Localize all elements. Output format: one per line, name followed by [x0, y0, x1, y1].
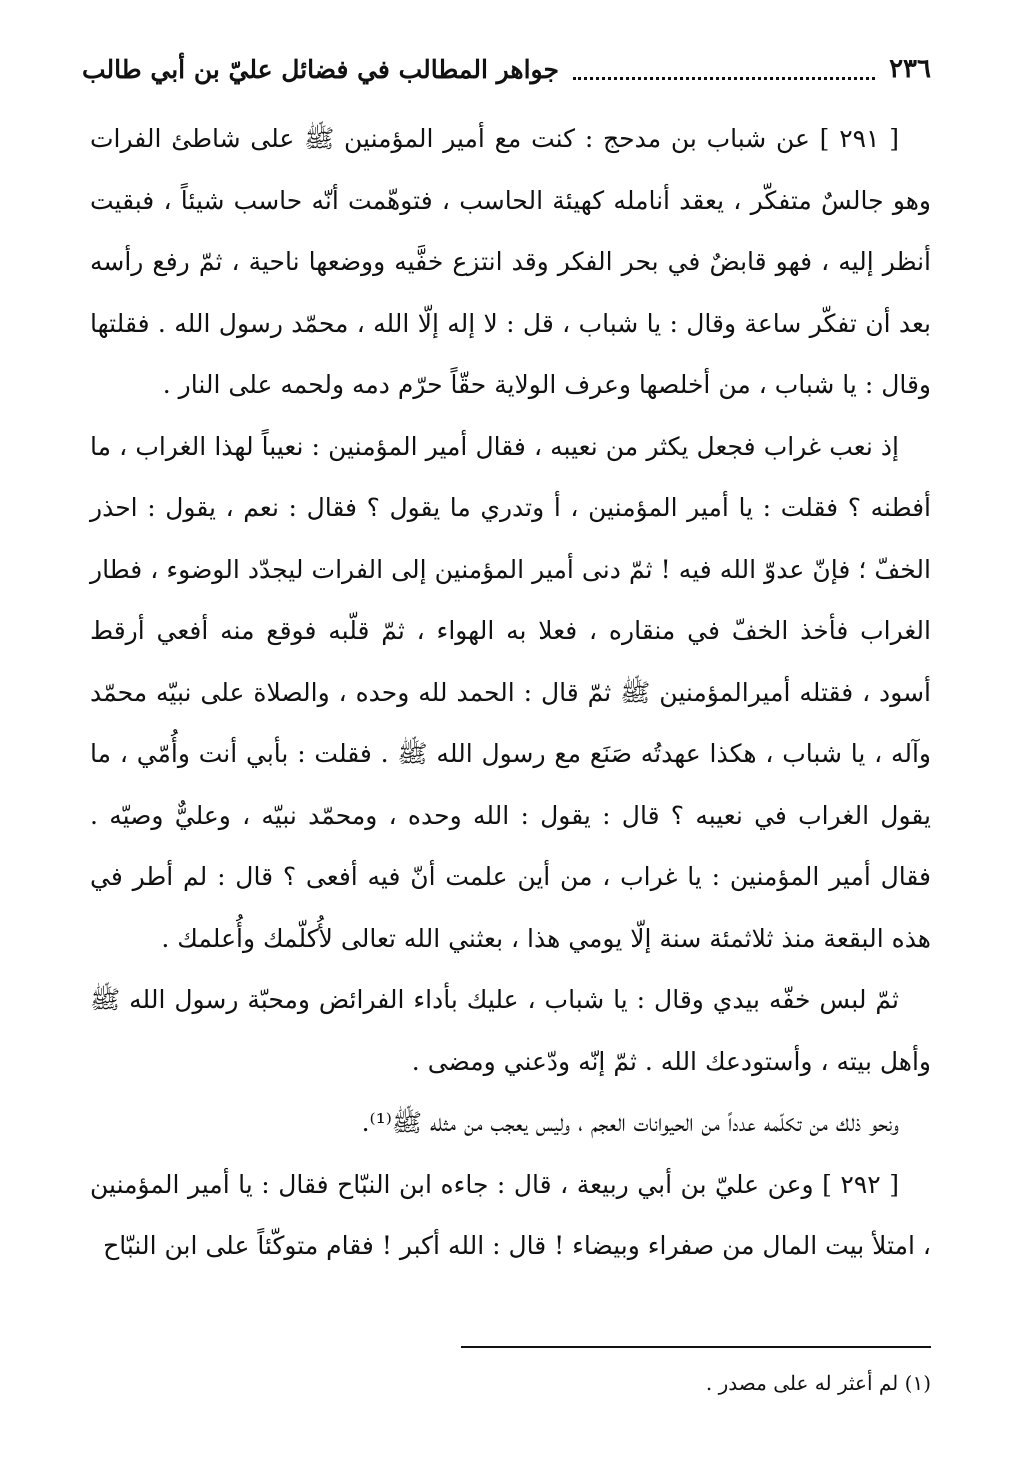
- paragraph-292: [ ٢٩٢ ] وعن عليّ بن أبي ربيعة ، قال : جاءه ابن النبّاح فقال : يا أمير المؤمنين ، امتلأ بيت المال من صفراء وبيضاء ! قال : الله أكبر ! فقام متوكّئاً على ابن النبّاح: [90, 1169, 931, 1260]
- footnote: (١) لم أعثر له على مصدر .: [705, 1371, 931, 1395]
- page-number: ٢٣٦: [889, 54, 931, 84]
- book-title: جواهر المطالب في فضائل عليّ بن أبي طالب: [82, 54, 559, 84]
- paragraph-291: [ ٢٩١ ] عن شباب بن مدحج : كنت مع أمير المؤمنين ﷺ على شاطئ الفرات وهو جالسٌ متفكّر ، يعقد أنامله كهيئة الحاسب ، فتوهّمت أنّه حاسب شيئاً ، فبقيت أنظر إليه ، فهو قابضٌ في بحر الفكر وقد انتزع خفَّيه ووضعها ناحية ، ثمّ رفع رأسه بعد أن تفكّر ساعة وقال : يا شباب ، قل : لا إله إلّا الله ، محمّد رسول الله . فقلتها وقال : يا شباب ، من أخلصها وعرف الولاية حقّاً حرّم دمه ولحمه على النار .: [90, 124, 931, 399]
- running-header: [82, 46, 931, 92]
- paragraph-farewell: ثمّ لبس خفّه بيدي وقال : يا شباب ، عليك بأداء الفرائض ومحبّة رسول الله ﷺ وأهل بيته ، وأستودعك الله . ثمّ إنّه ودّعني ومضى .: [90, 985, 931, 1076]
- paragraph-raven: إذ نعب غراب فجعل يكثر من نعيبه ، فقال أمير المؤمنين : نعيباً لهذا الغراب ، ما أفطنه ؟ فقلت : يا أمير المؤمنين ، أ وتدري ما يقول ؟ فقال : نعم ، يقول : احذر الخفّ ؛ فإنّ عدوّ الله فيه ! ثمّ دنى أمير المؤمنين إلى الفرات ليجدّد الوضوء ، فطار الغراب فأخذ الخفّ في منقاره ، فعلا به الهواء ، ثمّ قلّبه فوقع منه أفعي أرقط أسود ، فقتله أميرالمؤمنين ﷺ ثمّ قال : الحمد لله وحده ، والصلاة على نبيّه محمّد وآله ، يا شباب ، هكذا عهدتُه صَنَع مع رسول الله ﷺ . فقلت : بأبي أنت وأُمّي ، ما يقول الغراب في نعيبه ؟ قال : يقول : الله وحده ، ومحمّد نبيّه ، وعليٌّ وصيّه . فقال أمير المؤمنين : يا غراب ، من أين علمت أنّ فيه أفعى ؟ قال : لم أطر في هذه البقعة منذ ثلاثمئة سنة إلّا يومي هذا ، بعثني الله تعالى لأُكلّمك وأُعلمك .: [90, 431, 931, 953]
- paragraph-note: ونحو ذلك من تكلّمه عدداً من الحيوانات العجم ، وليس يعجب من مثله ﷺ⁽¹⁾.: [361, 1108, 899, 1137]
- leader-dots: [573, 59, 875, 80]
- body-text: [90, 108, 931, 1277]
- footnote-divider: [461, 1346, 931, 1348]
